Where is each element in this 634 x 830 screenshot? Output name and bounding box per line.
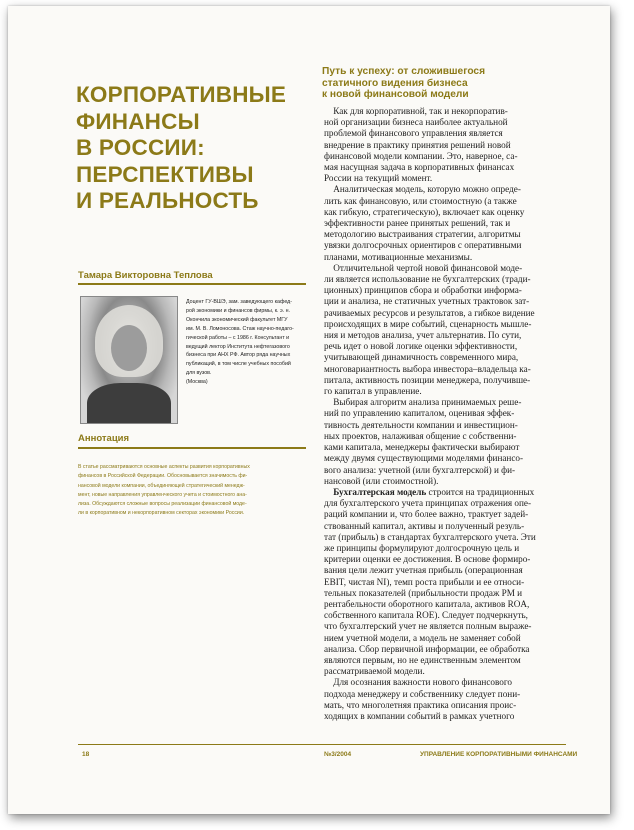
body-line: тивность деятельности компании и инвестицион- [324,419,518,430]
author-photo [80,296,178,424]
body-line: рентабельности оборотного капитала, активов ROA, [324,598,530,609]
bio-line: ведущий лектор Института нефтегазового [186,343,290,350]
body-line: финансовой модели компании. Это, наверное, са- [324,150,518,161]
body-line: собственного капитала ROE). Следует подчеркнуть, [324,610,528,621]
annotation-line: В статье рассматриваются основные аспекты развития корпоративных [78,464,250,470]
section-heading-line: Путь к успеху: от сложившегося [322,66,486,77]
bio-line: публикаций, в том числе учебных пособий [186,361,291,368]
body-line: ходящих в компании событий в рамках учетного [324,710,515,721]
body-line: анализа. Сбор первичной информации, ее обработка [324,643,530,654]
body-line: ния и методов анализа, учет альтернатив. По сути, [324,330,522,341]
body-line: же принципы формулируют долгосрочную цель и [324,542,520,553]
body-line: рассматриваемой модели. [324,666,425,677]
annotation-heading: Аннотация [78,433,130,444]
body-line: многовариантность выбора инвестора–владельца ка- [324,363,531,374]
body-line: Бухгалтерская модель строится на традиционных [333,486,535,497]
body-line: речь идет о новой логике оценки эффективности, [324,341,518,352]
annotation-line: мент, новые направления управленческого учета и стоимостного ана- [78,491,247,498]
body-line: критерии оценки ее достижения. В основе формиро- [324,554,531,565]
body-line: подхода менеджеру и собственнику следует пони- [324,688,521,699]
body-line: Отличительной чертой новой финансовой моде- [324,262,523,273]
body-line: раций компании и, что более важно, трактует задей- [324,509,529,520]
body-line: эффективности ранее принятых решений, так и [324,218,511,229]
bio-line: (Москва) [186,379,208,386]
body-line: ции и анализа, не статичных учетных трактовок зат- [324,296,530,307]
body-line: ли является использование не бухгалтерских (тради- [324,274,531,285]
author-bio [186,298,310,387]
title-line: В РОССИИ: [76,135,205,160]
body-line: EBIT, чистая NI), темп роста прибыли и ее относи- [324,576,525,587]
body-line: Выбирая алгоритм анализа принимаемых реше- [324,397,522,408]
body-line: планами, мотивационные механизмы. [324,251,473,262]
body-line: увязки долгосрочных ориентиров с оперативными [324,240,522,251]
title-line: ФИНАНСЫ [76,108,200,134]
annotation-line: нансовой модели компании, объединяющей стратегический менедж- [78,482,245,489]
body-line: учитывающей динамичность современного мира, [324,352,519,363]
section-heading-line: статичного видения бизнеса [322,77,468,89]
body-line: тельных показателей (прибыльности продаж PM и [324,587,523,598]
bio-line: Доцент ГУ-ВШЭ, зам. заведующего кафед- [186,299,292,305]
section-heading [322,66,562,101]
annotation-divider [78,447,306,449]
body-line: нием учетной модели, а модель не заменяет собой [324,632,521,643]
body-line: ционных) принципов сбора и обработки информа- [324,285,522,296]
annotation-line: лиза. Обсуждаются сложные вопросы реализации финансовой моде- [78,501,247,508]
body-line: между двумя существующими моделями финансо- [324,453,524,464]
article-body [324,106,556,722]
issue-number: №3/2004 [324,751,352,758]
bio-line: гической работы – с 1986 г. Консультант и [186,334,290,341]
body-line: как гибкую, стратегическую), включает как оценку [324,206,525,217]
article-title [76,82,306,215]
body-line: являются первым, но не единственным элементом [324,654,521,665]
body-line: происходящих в мире событий, сценарность мышле- [324,318,532,329]
annotation-line: финансов в Российской Федерации. Обосновывается значимость фи- [78,473,248,480]
body-line: Для осознания важности нового финансового [324,677,512,688]
body-line: методологию выстраивания стратегии, алгоритмы [324,229,521,240]
bio-line: рой экономики и финансов фирмы, к. э. н. [186,307,291,314]
body-line: нансовой (или стоимостной). [324,475,439,486]
body-line: ний по управлению капиталом, оценивая эффек- [324,408,515,419]
body-line: рачиваемых ресурсов и результатов, а гибкое видение [324,307,535,318]
body-line: ной организации бизнеса наиболее актуальной [324,117,508,128]
title-line: ПЕРСПЕКТИВЫ [76,161,254,187]
title-line: И РЕАЛЬНОСТЬ [76,188,259,213]
body-line: Как для корпоративной, так и некорпоратив- [324,106,508,116]
page-number: 18 [82,751,90,758]
body-line: го капитал в управление. [324,386,422,397]
bio-line: для вузов. [186,370,212,377]
section-heading-line: к новой финансовой модели [322,89,469,100]
bio-line: им. М. В. Ломоносова. Стаж научно-педаго- [186,325,294,332]
body-line: тат (прибыль) в стандартах бухгалтерского учета. Эти [324,531,536,542]
journal-title: УПРАВЛЕНИЕ КОРПОРАТИВНЫМИ ФИНАНСАМИ [420,751,578,758]
annotation-line: ли в корпоративном и некорпоративном секторах экономики России. [78,510,245,517]
body-line: вого анализа: учетной (или бухгалтерской) и фи- [324,464,516,475]
body-line: мая насущная задача в корпоративных финансах [324,162,515,173]
author-name: Тамара Викторовна Теплова [78,270,213,281]
body-line: внедрение в практику принятия решений новой [324,139,511,150]
body-line: ствованный капитал, активы и полученный резуль- [324,520,525,531]
bio-line: бизнеса при АНХ РФ. Автор ряда научных [186,352,291,359]
body-line: мать, что многолетняя практика описания проис- [324,699,517,710]
bio-line: Окончила экономический факультет МГУ [186,316,288,323]
body-line: ками капитала, менеджеры фактически выбирают [324,442,520,453]
body-line: лить как финансовую, или стоимостную (а также [324,195,517,206]
body-line: для бухгалтерского учета принципах отражения опе- [324,498,532,509]
body-line: вания цели лежит учетная прибыль (операционная [324,565,523,576]
annotation-text [78,463,310,519]
footer-divider [78,744,566,745]
body-line: Аналитическая модель, которую можно опреде- [324,184,521,195]
body-line: питала, активность позиции менеджера, получивше- [324,374,531,385]
author-divider [78,283,306,285]
title-line: КОРПОРАТИВНЫЕ [76,82,287,107]
body-line: ных проектов, налаживая общение с собственни- [324,430,517,441]
body-line: проблемой финансового управления является [324,128,503,139]
body-line: что бухгалтерский учет не является полным выраже- [324,621,532,632]
body-line: России на текущий момент. [324,173,433,184]
